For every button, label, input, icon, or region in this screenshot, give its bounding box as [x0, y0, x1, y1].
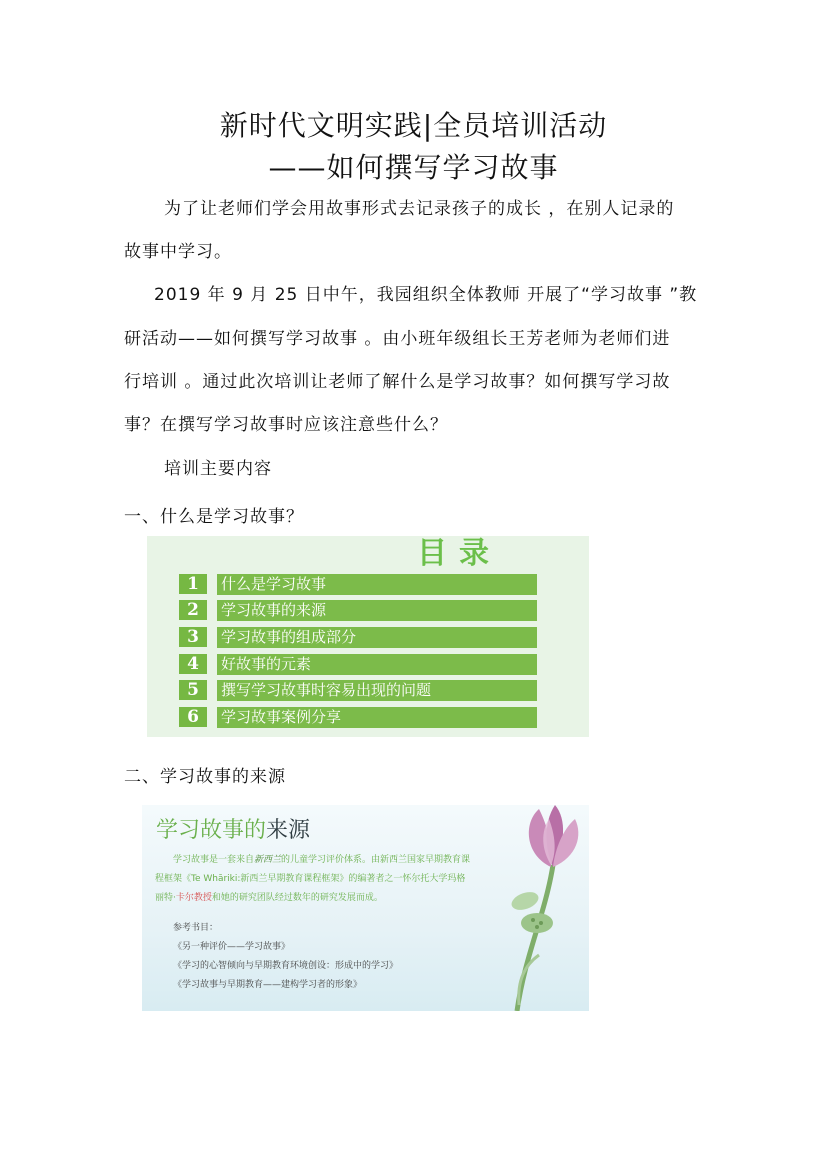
lotus-flower-illustration: [495, 805, 585, 1011]
toc-number: 2: [179, 600, 207, 620]
section-1-heading: 一、什么是学习故事？: [124, 507, 304, 527]
toc-label: 学习故事的组成部分: [217, 627, 537, 648]
reference-item: 《学习故事与早期教育——建构学习者的形象》: [173, 980, 363, 990]
training-content-label: 培训主要内容: [164, 459, 272, 479]
origin-title-part-2: 来源: [266, 818, 311, 843]
toc-row: [147, 627, 589, 649]
origin-slide-body: [155, 851, 513, 908]
toc-label: 什么是学习故事: [217, 574, 537, 595]
toc-number: 5: [179, 680, 207, 700]
paragraph-2-line-2: 研活动——如何撰写学习故事 。由小班年级组长王芳老师为老师们进: [124, 329, 671, 349]
toc-label: 好故事的元素: [217, 654, 537, 675]
toc-row: [147, 600, 589, 622]
section-2-heading: 二、学习故事的来源: [124, 767, 286, 787]
origin-slide-image: [142, 805, 589, 1011]
paragraph-2-line-3: 行培训 。通过此次培训让老师了解什么是学习故事？如何撰写学习故: [124, 372, 671, 392]
toc-number: 6: [179, 707, 207, 727]
toc-label: 撰写学习故事时容易出现的问题: [217, 680, 537, 701]
toc-number: 3: [179, 627, 207, 647]
origin-slide-title: [156, 813, 310, 844]
toc-row: [147, 574, 589, 596]
page-subtitle: ——如何撰写学习故事: [268, 151, 559, 184]
body-text: 和她的研究团队经过数年的研究发展而成。: [211, 893, 383, 903]
body-highlight: 新西兰: [254, 855, 282, 865]
body-text: 学习故事是一套来自: [173, 855, 255, 865]
body-text: 的儿童学习评价体系。由新西兰国家早期教育课: [281, 855, 471, 865]
paragraph-2-line-1: 2019 年 9 月 25 日中午，我园组织全体教师 开展了“学习故事 ”教: [154, 285, 698, 305]
toc-slide-image: [147, 536, 589, 737]
body-text-line-2: 程框架《Te Whāriki:新西兰早期教育课程框架》的编著者之一怀尔托大学玛格: [155, 874, 466, 884]
origin-title-part-1: 学习故事的: [156, 818, 267, 843]
paragraph-1-line-1: 为了让老师们学会用故事形式去记录孩子的成长 ，在别人记录的: [164, 199, 675, 219]
paragraph-1-line-2: 故事中学习。: [124, 242, 232, 262]
toc-title: 目录: [417, 536, 501, 571]
toc-label: 学习故事的来源: [217, 600, 537, 621]
reference-item: 《另一种评价——学习故事》: [173, 942, 291, 952]
references-label: 参考书目：: [173, 923, 219, 933]
toc-row: [147, 654, 589, 676]
toc-row: [147, 707, 589, 729]
toc-number: 1: [179, 574, 207, 594]
toc-label: 学习故事案例分享: [217, 707, 537, 728]
page-title: 新时代文明实践|全员培训活动: [219, 109, 608, 142]
toc-row: [147, 680, 589, 702]
toc-number: 4: [179, 654, 207, 674]
reference-item: 《学习的心智倾向与早期教育环境创设：形成中的学习》: [173, 961, 399, 971]
references-block: [173, 919, 398, 995]
paragraph-2-line-4: 事？在撰写学习故事时应该注意些什么？: [124, 415, 448, 435]
body-highlight-red: 卡尔教授: [175, 893, 212, 903]
body-text: 丽特·: [155, 893, 176, 903]
